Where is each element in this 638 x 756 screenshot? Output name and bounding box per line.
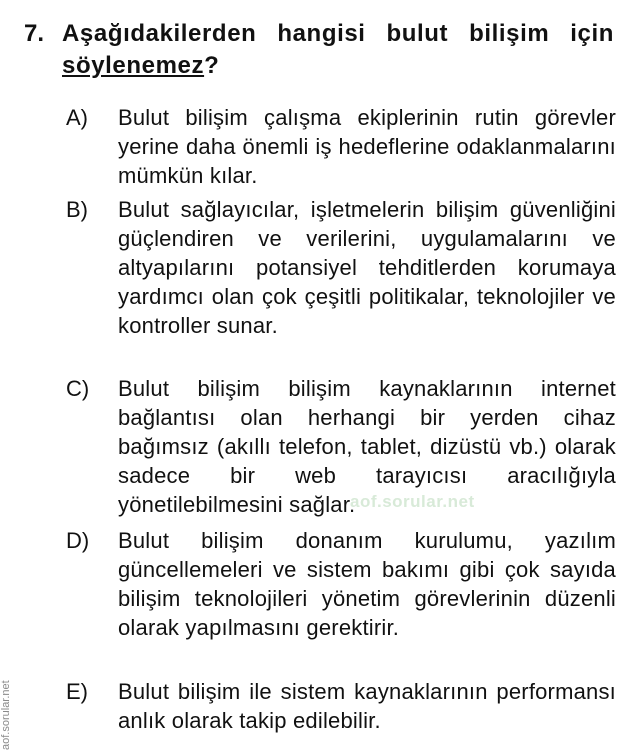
question-negative-word: söylenemez	[62, 52, 205, 79]
watermark-side: aof.sorular.net	[0, 680, 12, 750]
option-text: Bulut sağlayıcılar, işletmelerin bilişim güvenliğini güçlendiren ve verilerini, uygulamalarını ve altyapılarını potansiyel tehditlerden korumaya yardımcı olan çok çeşitli politikalar, teknolojiler ve kontroller sunar.	[118, 197, 616, 338]
question-number: 7.	[24, 20, 45, 47]
question-mark: ?	[204, 52, 220, 79]
watermark-center: aof.sorular.net	[350, 492, 475, 511]
option-letter: C)	[66, 376, 90, 401]
option-text: Bulut bilişim bilişim kaynaklarının internet bağlantısı olan herhangi bir yerden cihaz bağımsız (akıllı telefon, tablet, dizüstü vb.) olarak sadece bir web tarayıcısı aracılığıyla yönetilebilmesini sağlar.	[118, 376, 616, 517]
question-text-main: Aşağıdakilerden hangisi bulut bilişim için	[62, 20, 614, 47]
option-text: Bulut bilişim donanım kurulumu, yazılım güncellemeleri ve sistem bakımı gibi çok sayıda bilişim teknolojileri yönetim görevlerinin düzenli olarak yapılmasını gerektirir.	[118, 528, 616, 640]
option-letter: D)	[66, 528, 90, 553]
option-letter: A)	[66, 105, 88, 130]
question-text	[62, 18, 614, 82]
option-text: Bulut bilişim ile sistem kaynaklarının performansı anlık olarak takip edilebilir.	[118, 679, 616, 733]
option-letter: E)	[66, 679, 88, 704]
option-letter: B)	[66, 197, 88, 222]
option-text: Bulut bilişim çalışma ekiplerinin rutin görevler yerine daha önemli iş hedeflerine odaklanmalarını mümkün kılar.	[118, 105, 616, 188]
